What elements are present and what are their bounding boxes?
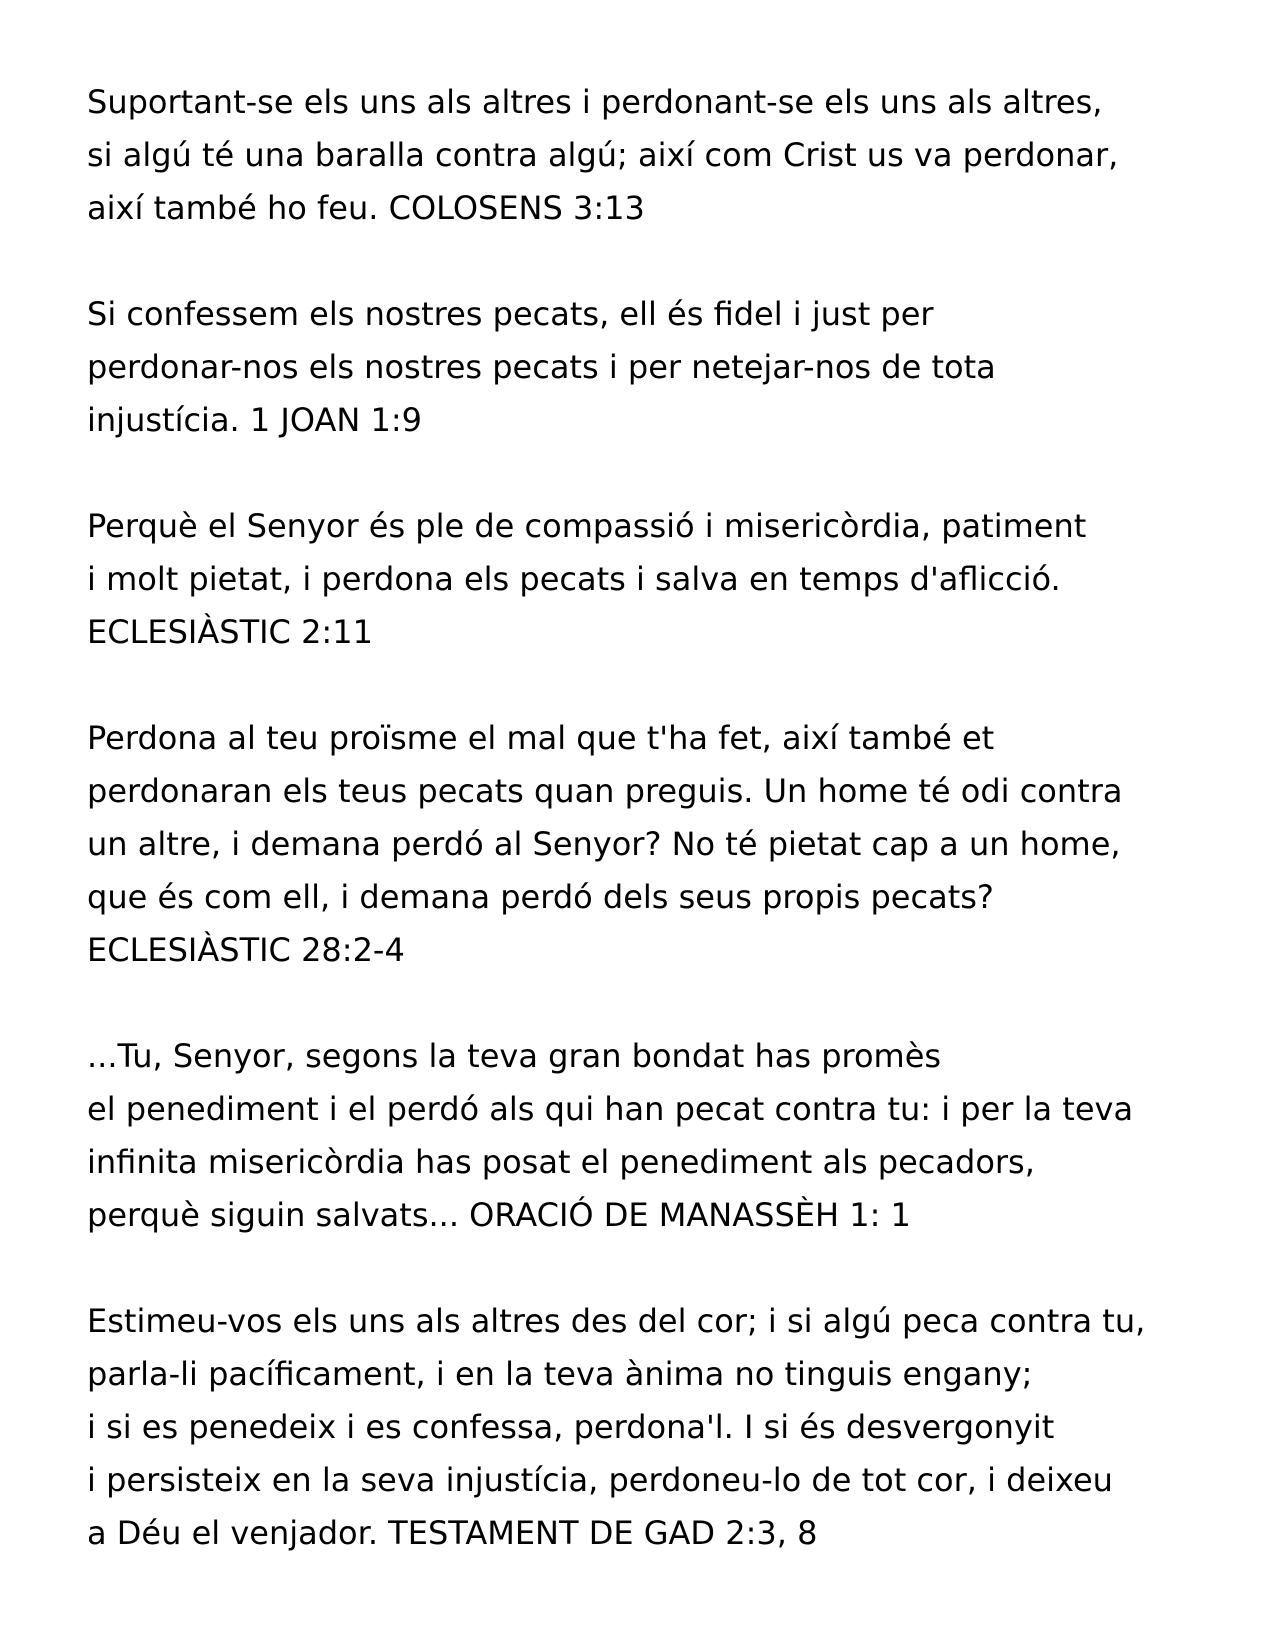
passage-line: si algú té una baralla contra algú; així com Crist us va perdonar,	[87, 136, 1119, 174]
passage-line: parla-li pacíficament, i en la teva ànima no tinguis engany;	[87, 1355, 1033, 1393]
passage-colossians	[87, 76, 1267, 235]
passage-line: i si es penedeix i es confessa, perdona'l. I si és desvergonyit	[87, 1408, 1055, 1446]
passage-line: així també ho feu. COLOSENS 3:13	[87, 189, 645, 227]
passage-line: Perdona al teu proïsme el mal que t'ha fet, així també et	[87, 719, 995, 757]
passage-line: que és com ell, i demana perdó dels seus propis pecats?	[87, 878, 994, 916]
passage-line: Si confessem els nostres pecats, ell és fidel i just per	[87, 295, 934, 333]
passage-line: Perquè el Senyor és ple de compassió i misericòrdia, patiment	[87, 507, 1087, 545]
passage-line: el penediment i el perdó als qui han pecat contra tu: i per la teva	[87, 1090, 1134, 1128]
passage-line: ECLESIÀSTIC 28:2-4	[87, 931, 405, 969]
passage-line: infinita misericòrdia has posat el penediment als pecadors,	[87, 1143, 1035, 1181]
passage-line: ...Tu, Senyor, segons la teva gran bondat has promès	[87, 1037, 942, 1075]
text-column	[87, 76, 1267, 1613]
passage-ecclesiasticus-2	[87, 500, 1267, 659]
passage-line: i molt pietat, i perdona els pecats i salva en temps d'aflicció.	[87, 560, 1061, 598]
passage-1-john	[87, 288, 1267, 447]
passage-testament-of-gad	[87, 1295, 1267, 1560]
passage-line: a Déu el venjador. TESTAMENT DE GAD 2:3, 8	[87, 1514, 818, 1552]
passage-line: Suportant-se els uns als altres i perdonant-se els uns als altres,	[87, 83, 1103, 121]
passage-prayer-of-manasseh	[87, 1030, 1267, 1242]
passage-ecclesiasticus-28	[87, 712, 1267, 977]
passage-line: perdonaran els teus pecats quan preguis. Un home té odi contra	[87, 772, 1123, 810]
passage-line: un altre, i demana perdó al Senyor? No té pietat cap a un home,	[87, 825, 1121, 863]
passage-line: perdonar-nos els nostres pecats i per netejar-nos de tota	[87, 348, 996, 386]
passage-line: Estimeu-vos els uns als altres des del cor; i si algú peca contra tu,	[87, 1302, 1146, 1340]
passage-line: injustícia. 1 JOAN 1:9	[87, 401, 422, 439]
passage-line: i persisteix en la seva injustícia, perdoneu-lo de tot cor, i deixeu	[87, 1461, 1113, 1499]
passage-line: ECLESIÀSTIC 2:11	[87, 613, 373, 651]
passage-line: perquè siguin salvats... ORACIÓ DE MANASSÈH 1: 1	[87, 1196, 911, 1234]
